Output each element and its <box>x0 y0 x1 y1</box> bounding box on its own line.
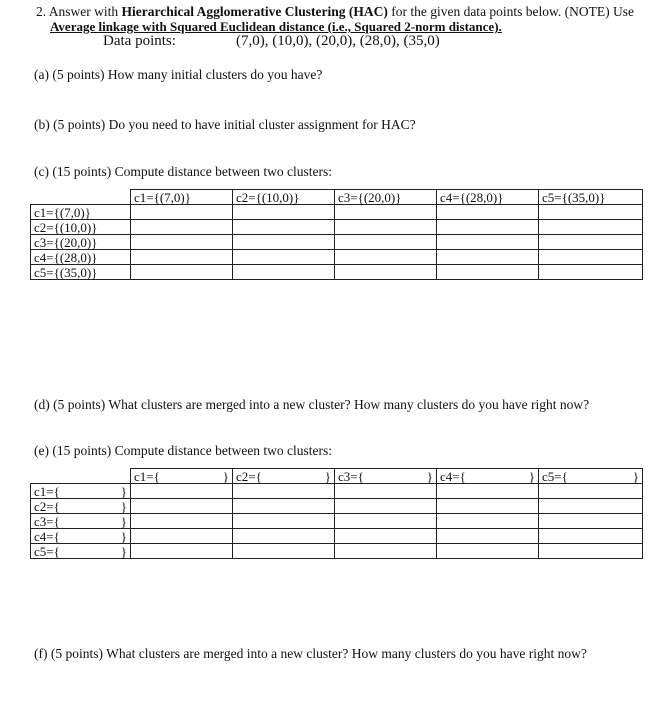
question-rest: for the given data points below. (NOTE) Use <box>391 4 635 19</box>
table1-cell[interactable] <box>539 265 643 280</box>
table2-row <box>31 499 643 514</box>
table2-row-header: c2={ } <box>31 499 131 514</box>
table1-row-header: c1={(7,0)} <box>31 205 131 220</box>
table2-header-row <box>31 469 643 484</box>
table2-cell[interactable] <box>437 544 539 559</box>
table1-cell[interactable] <box>437 250 539 265</box>
table2-row-header: c4={ } <box>31 529 131 544</box>
table2-col-header: c3={ } <box>335 469 437 484</box>
table2-cell[interactable] <box>539 529 643 544</box>
table2-cell[interactable] <box>335 514 437 529</box>
table1-row-header: c5={(35,0)} <box>31 265 131 280</box>
table2-row <box>31 514 643 529</box>
table2-cell[interactable] <box>437 514 539 529</box>
question-bold-term: Hierarchical Agglomerative Clustering (HAC) <box>121 4 388 19</box>
table1-cell[interactable] <box>335 220 437 235</box>
table1-cell[interactable] <box>131 265 233 280</box>
table1-row <box>31 250 643 265</box>
table1-cell[interactable] <box>233 265 335 280</box>
table1-cell[interactable] <box>233 220 335 235</box>
table1-row-header: c4={(28,0)} <box>31 250 131 265</box>
table1-cell[interactable] <box>539 205 643 220</box>
table1-cell[interactable] <box>335 250 437 265</box>
table1-row <box>31 265 643 280</box>
table1-col-header: c1={(7,0)} <box>131 190 233 205</box>
table2-row <box>31 484 643 499</box>
question-number: 2. <box>36 4 47 19</box>
table2-cell[interactable] <box>233 499 335 514</box>
table2-col-header: c4={ } <box>437 469 539 484</box>
table1-cell[interactable] <box>437 205 539 220</box>
table1-col-header: c3={(20,0)} <box>335 190 437 205</box>
table1-col-header: c5={(35,0)} <box>539 190 643 205</box>
part-d: (d) (5 points) What clusters are merged into a new cluster? How many clusters do you have right now? <box>34 397 590 412</box>
table1-cell[interactable] <box>437 235 539 250</box>
table1-header-row <box>31 190 643 205</box>
table1-row-header: c2={(10,0)} <box>31 220 131 235</box>
table2-corner <box>31 469 131 484</box>
table2-cell[interactable] <box>539 484 643 499</box>
table2-row <box>31 529 643 544</box>
table2-cell[interactable] <box>131 484 233 499</box>
table2-cell[interactable] <box>233 484 335 499</box>
table1-cell[interactable] <box>539 250 643 265</box>
table2-cell[interactable] <box>335 499 437 514</box>
table2-cell[interactable] <box>131 514 233 529</box>
table1-cell[interactable] <box>335 205 437 220</box>
distance-table-1 <box>30 189 643 280</box>
table2-row-header: c5={ } <box>31 544 131 559</box>
table1-row <box>31 220 643 235</box>
table1-cell[interactable] <box>539 220 643 235</box>
table2-cell[interactable] <box>335 484 437 499</box>
table2-cell[interactable] <box>233 544 335 559</box>
table2-cell[interactable] <box>335 544 437 559</box>
table1-cell[interactable] <box>539 235 643 250</box>
table2-cell[interactable] <box>335 529 437 544</box>
table1-cell[interactable] <box>437 220 539 235</box>
part-f: (f) (5 points) What clusters are merged into a new cluster? How many clusters do you have right now? <box>34 646 587 661</box>
table2-cell[interactable] <box>437 484 539 499</box>
table2-row <box>31 544 643 559</box>
question-intro: Answer with <box>48 4 119 19</box>
distance-table-2 <box>30 468 643 559</box>
table1-row-header: c3={(20,0)} <box>31 235 131 250</box>
table1-cell[interactable] <box>233 250 335 265</box>
table2-col-header: c1={ } <box>131 469 233 484</box>
table1-row <box>31 235 643 250</box>
table1-corner <box>31 190 131 205</box>
table1-cell[interactable] <box>335 235 437 250</box>
table1-cell[interactable] <box>131 205 233 220</box>
table2-cell[interactable] <box>437 529 539 544</box>
data-values: (7,0), (10,0), (20,0), (28,0), (35,0) <box>236 33 440 49</box>
part-c: (c) (15 points) Compute distance between two clusters: <box>34 164 333 179</box>
table1-cell[interactable] <box>335 265 437 280</box>
table1-cell[interactable] <box>437 265 539 280</box>
question-header <box>36 4 634 20</box>
question-note: Average linkage with Squared Euclidean distance (i.e., Squared 2-norm distance). <box>50 19 502 34</box>
table1-cell[interactable] <box>131 250 233 265</box>
table2-cell[interactable] <box>539 499 643 514</box>
table1-col-header: c2={(10,0)} <box>233 190 335 205</box>
table1-row <box>31 205 643 220</box>
table2-col-header: c2={ } <box>233 469 335 484</box>
data-label: Data points: <box>103 33 176 49</box>
table1-cell[interactable] <box>233 235 335 250</box>
table2-cell[interactable] <box>437 499 539 514</box>
part-b: (b) (5 points) Do you need to have initial cluster assignment for HAC? <box>34 117 416 132</box>
part-e: (e) (15 points) Compute distance between two clusters: <box>34 443 333 458</box>
table2-cell[interactable] <box>131 529 233 544</box>
table1-cell[interactable] <box>233 205 335 220</box>
table2-row-header: c3={ } <box>31 514 131 529</box>
part-a: (a) (5 points) How many initial clusters do you have? <box>34 67 323 82</box>
table2-cell[interactable] <box>131 544 233 559</box>
table2-cell[interactable] <box>233 529 335 544</box>
table2-cell[interactable] <box>233 514 335 529</box>
table2-cell[interactable] <box>539 544 643 559</box>
table1-col-header: c4={(28,0)} <box>437 190 539 205</box>
table2-cell[interactable] <box>539 514 643 529</box>
table2-col-header: c5={ } <box>539 469 643 484</box>
table2-cell[interactable] <box>131 499 233 514</box>
table2-row-header: c1={ } <box>31 484 131 499</box>
table1-cell[interactable] <box>131 235 233 250</box>
table1-cell[interactable] <box>131 220 233 235</box>
